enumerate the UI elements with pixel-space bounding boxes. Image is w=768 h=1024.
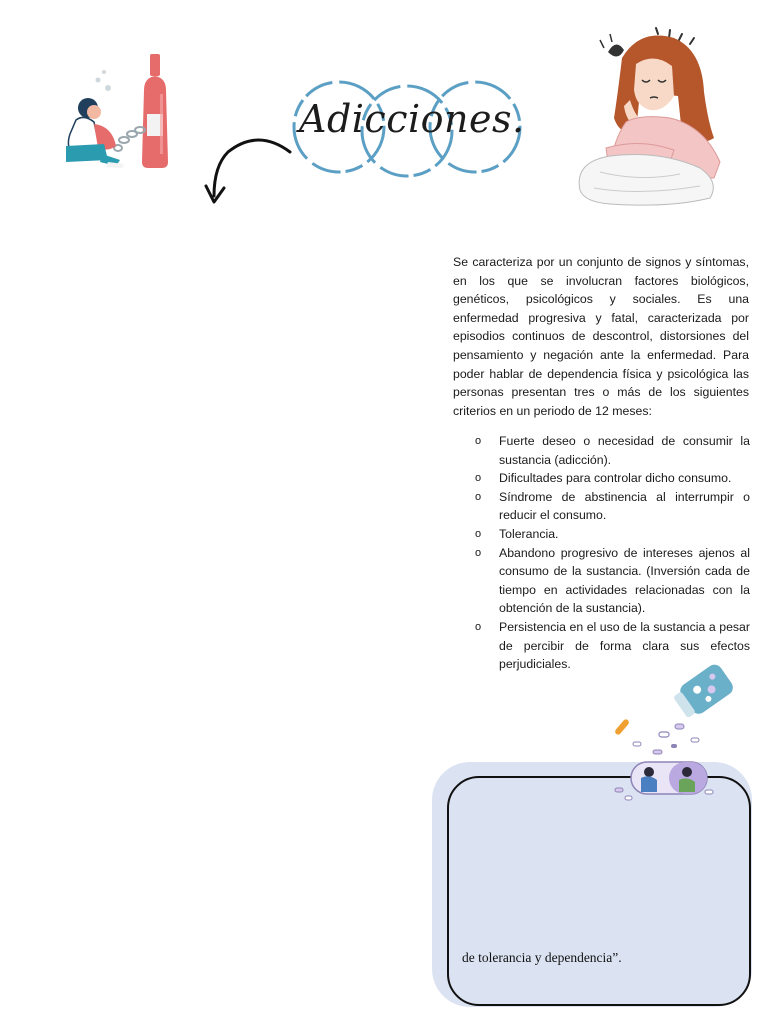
intro-paragraph: Se caracteriza por un conjunto de signos y síntomas, en los que se involucran factores biológicos, genéticos, psicológicos y sociales. Es una enfermedad progresiva y fatal, caracterizada por episodios continuos de descontrol, distorsiones del pensamiento y negación ante la enfermedad. Para poder hablar de dependencia física y psicológica las personas presentan tres o más de los siguientes criterios en un periodo de 12 meses:	[453, 255, 749, 418]
panel-quote: de tolerancia y dependencia”.	[462, 950, 622, 965]
quote-panel-frame	[447, 776, 751, 1006]
list-item: o Fuerte deseo o necesidad de consumir la sustancia (adicción).	[475, 434, 750, 467]
page-title: Adicciones.	[299, 97, 525, 141]
bullet-icon: o	[475, 527, 482, 540]
bullet-icon: o	[475, 620, 482, 633]
list-item: o Dificultades para controlar dicho consumo.	[475, 469, 750, 488]
spilled-pills-illustration	[605, 664, 745, 804]
title-block	[285, 75, 530, 185]
curved-arrow-icon	[198, 130, 298, 208]
list-item: o Abandono progresivo de intereses ajenos al consumo de la sustancia. (Inversión cada de tiempo en actividades relacionadas con la obtención de la sustancia).	[475, 545, 750, 616]
bullet-icon: o	[475, 472, 482, 485]
list-item: o Síndrome de abstinencia al interrumpir o reducir el consumo.	[475, 489, 750, 523]
bullet-icon: o	[475, 546, 482, 559]
bullet-icon: o	[475, 435, 482, 447]
criteria-list	[475, 432, 750, 674]
bullet-icon: o	[475, 490, 482, 503]
list-item: o Persistencia en el uso de la sustancia a pesar de percibir de forma clara sus efectos perjudiciales.	[475, 619, 750, 672]
person-with-bottle-illustration	[58, 50, 183, 172]
list-item: o Tolerancia.	[475, 525, 750, 544]
sad-girl-illustration	[570, 22, 730, 207]
